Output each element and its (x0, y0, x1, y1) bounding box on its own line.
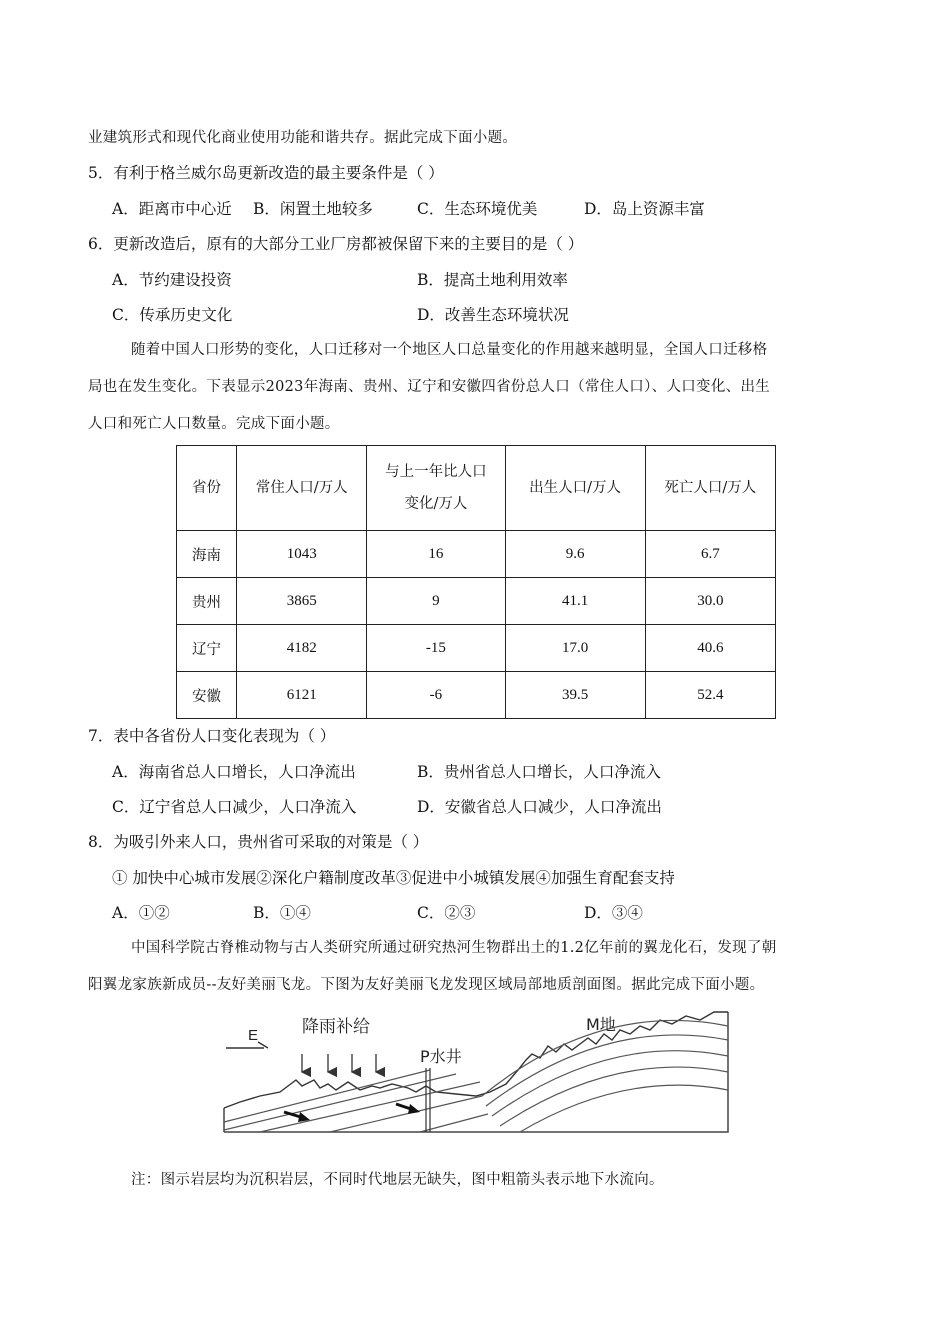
terrain-surface (224, 1012, 728, 1108)
table-cell: 17.0 (505, 625, 645, 672)
q8-option-a[interactable]: A．①② (112, 904, 170, 922)
table-cell: 16 (367, 531, 505, 578)
table-cell: 6.7 (645, 531, 775, 578)
table-cell: 4182 (237, 625, 367, 672)
passage3-line-1: 中国科学院古脊椎动物与古人类研究所通过研究热河生物群出土的1.2亿年前的翼龙化石，发现了朝 (131, 940, 777, 956)
table-cell: 安徽 (177, 672, 237, 719)
q7-option-a[interactable]: A．海南省总人口增长，人口净流出 (112, 763, 356, 781)
table-cell: 30.0 (645, 578, 775, 625)
header-resident: 常住人口/万人 (237, 446, 367, 531)
groundwater-flow-arrowhead-icon (408, 1104, 420, 1114)
q8-option-b[interactable]: B．①④ (253, 904, 311, 922)
q6-option-a[interactable]: A．节约建设投资 (112, 271, 232, 289)
table-cell: -6 (367, 672, 505, 719)
stratum-arc (486, 1035, 728, 1106)
stratum-line (224, 1074, 456, 1130)
q6-option-d[interactable]: D．改善生态环境状况 (417, 306, 569, 324)
table-row (177, 625, 776, 672)
q6-stem: 6．更新改造后，原有的大部分工业厂房都被保留下来的主要目的是（ ） (88, 235, 584, 253)
table-cell: 辽宁 (177, 625, 237, 672)
q7-option-c[interactable]: C．辽宁省总人口减少，人口净流入 (112, 798, 357, 816)
header-change (367, 446, 505, 531)
q6-option-b[interactable]: B．提高土地利用效率 (417, 271, 568, 289)
rain-label: 降雨补给 (302, 1017, 370, 1037)
table-cell: 40.6 (645, 625, 775, 672)
table-cell: 39.5 (505, 672, 645, 719)
m-site-label: M地 (586, 1015, 616, 1034)
q5-stem: 5．有利于格兰威尔岛更新改造的最主要条件是（ ） (88, 164, 444, 182)
q5-option-d[interactable]: D．岛上资源丰富 (584, 200, 705, 218)
q7-option-d[interactable]: D．安徽省总人口减少，人口净流出 (417, 798, 662, 816)
header-deaths: 死亡人口/万人 (645, 446, 775, 531)
passage2-line-2: 局也在发生变化。下表显示2023年海南、贵州、辽宁和安徽四省份总人口（常住人口）、人口变化、出生 (88, 379, 771, 395)
q8-option-d[interactable]: D．③④ (584, 904, 643, 922)
stratum-arc (492, 1051, 728, 1116)
figure-note: 注：图示岩层均为沉积岩层，不同时代地层无缺失，图中粗箭头表示地下水流向。 (131, 1172, 664, 1188)
population-table (176, 445, 776, 719)
passage2-line-1: 随着中国人口形势的变化，人口迁移对一个地区人口总量变化的作用越来越明显，全国人口迁移格 (131, 342, 768, 358)
header-change-line-2: 变化/万人 (404, 496, 468, 512)
table-cell: 1043 (237, 531, 367, 578)
q5-option-c[interactable]: C．生态环境优美 (417, 200, 538, 218)
stratum-line (330, 1096, 482, 1132)
q8-statements: ① 加快中心城市发展②深化户籍制度改革③促进中小城镇发展④加强生育配套支持 (112, 869, 675, 887)
table-cell: 3865 (237, 578, 367, 625)
header-births: 出生人口/万人 (505, 446, 645, 531)
stratum-line (224, 1070, 430, 1122)
intro-tail: 业建筑形式和现代化商业使用功能和谐共存。据此完成下面小题。 (88, 130, 518, 146)
q8-option-c[interactable]: C．②③ (417, 904, 476, 922)
table-row (177, 578, 776, 625)
east-label: E (248, 1027, 259, 1044)
q8-stem: 8．为吸引外来人口，贵州省可采取的对策是（ ） (88, 833, 429, 851)
q5-option-b[interactable]: B．闲置土地较多 (253, 200, 373, 218)
table-cell: 9 (367, 578, 505, 625)
q5-option-a[interactable]: A．距离市中心近 (112, 200, 232, 218)
header-change-line-1: 与上一年比人口 (385, 464, 487, 480)
east-arrow-head-icon (258, 1042, 268, 1048)
table-cell: 海南 (177, 531, 237, 578)
table-cell: 贵州 (177, 578, 237, 625)
table-row (177, 531, 776, 578)
table-cell: 41.1 (505, 578, 645, 625)
header-province: 省份 (177, 446, 237, 531)
geologic-cross-section (220, 1010, 732, 1138)
stratum-arc (500, 1067, 728, 1126)
table-cell: 9.6 (505, 531, 645, 578)
table-row (177, 672, 776, 719)
q6-option-c[interactable]: C．传承历史文化 (112, 306, 233, 324)
q7-stem: 7．表中各省份人口变化表现为（ ） (88, 727, 336, 745)
table-header-row (177, 446, 776, 531)
table-cell: 52.4 (645, 672, 775, 719)
q7-option-b[interactable]: B．贵州省总人口增长，人口净流入 (417, 763, 661, 781)
table-cell: -15 (367, 625, 505, 672)
stratum-arc (520, 1085, 728, 1132)
well-label: P水井 (420, 1047, 462, 1066)
table-cell: 6121 (237, 672, 367, 719)
passage2-line-3: 人口和死亡人口数量。完成下面小题。 (88, 416, 340, 432)
passage3-line-2: 阳翼龙家族新成员--友好美丽飞龙。下图为友好美丽飞龙发现区域局部地质剖面图。据此完成下面小题。 (88, 977, 765, 993)
